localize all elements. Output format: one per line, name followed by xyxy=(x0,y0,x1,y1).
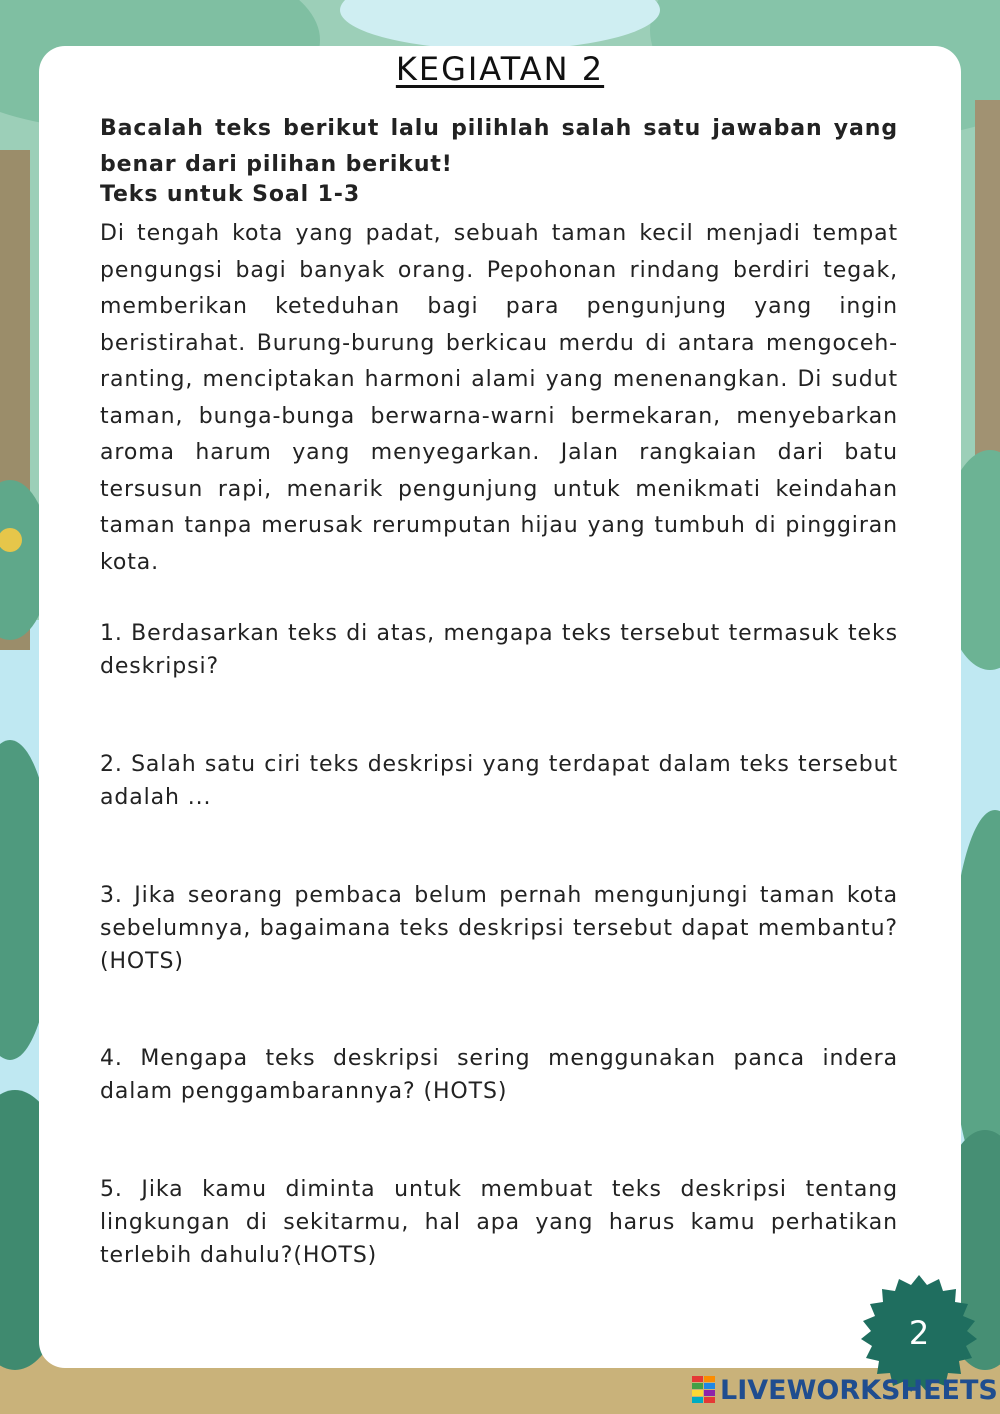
page-title: KEGIATAN 2 xyxy=(395,50,605,88)
passage-heading: Teks untuk Soal 1-3 xyxy=(100,182,361,207)
question-1: 1. Berdasarkan teks di atas, mengapa teks tersebut termasuk teks deskripsi? xyxy=(100,621,898,679)
liveworksheets-icon xyxy=(692,1376,716,1404)
instruction-text: Bacalah teks berikut lalu pilihlah salah satu jawaban yang benar dari pilihan berikut! xyxy=(100,116,898,177)
reading-passage: Di tengah kota yang padat, sebuah taman kecil menjadi tempat pengungsi bagi banyak orang. Pepohonan rindang berdiri tegak, memberikan keteduhan bagi para pengunjung yang ingin beristirahat. Burung-burung berkicau merdu di antara mengoceh-ranting, menciptakan harmoni alami yang menenangkan. Di sudut taman, bunga-bunga berwarna-warni bermekaran, menyebarkan aroma harum yang menyegarkan. Jalan rangkaian dari batu tersusun rapi, menarik pengunjung untuk menikmati keindahan taman tanpa merusak rerumputan hijau yang tumbuh di pinggiran kota. xyxy=(100,221,898,575)
question-5: 5. Jika kamu diminta untuk membuat teks deskripsi tentang lingkungan di sekitarmu, hal apa yang harus kamu perhatikan terlebih dahulu?(HOTS) xyxy=(100,1177,898,1268)
question-3: 3. Jika seorang pembaca belum pernah mengunjungi taman kota sebelumnya, bagaimana teks deskripsi tersebut dapat membantu?(HOTS) xyxy=(100,883,898,974)
page-number: 2 xyxy=(908,1314,930,1352)
question-2: 2. Salah satu ciri teks deskripsi yang terdapat dalam teks tersebut adalah ... xyxy=(100,752,898,810)
liveworksheets-logo[interactable] xyxy=(692,1373,998,1407)
question-4: 4. Mengapa teks deskripsi sering menggunakan panca indera dalam penggambarannya? (HOTS) xyxy=(100,1046,898,1104)
liveworksheets-wordmark: LIVEWORKSHEETS xyxy=(720,1374,998,1406)
